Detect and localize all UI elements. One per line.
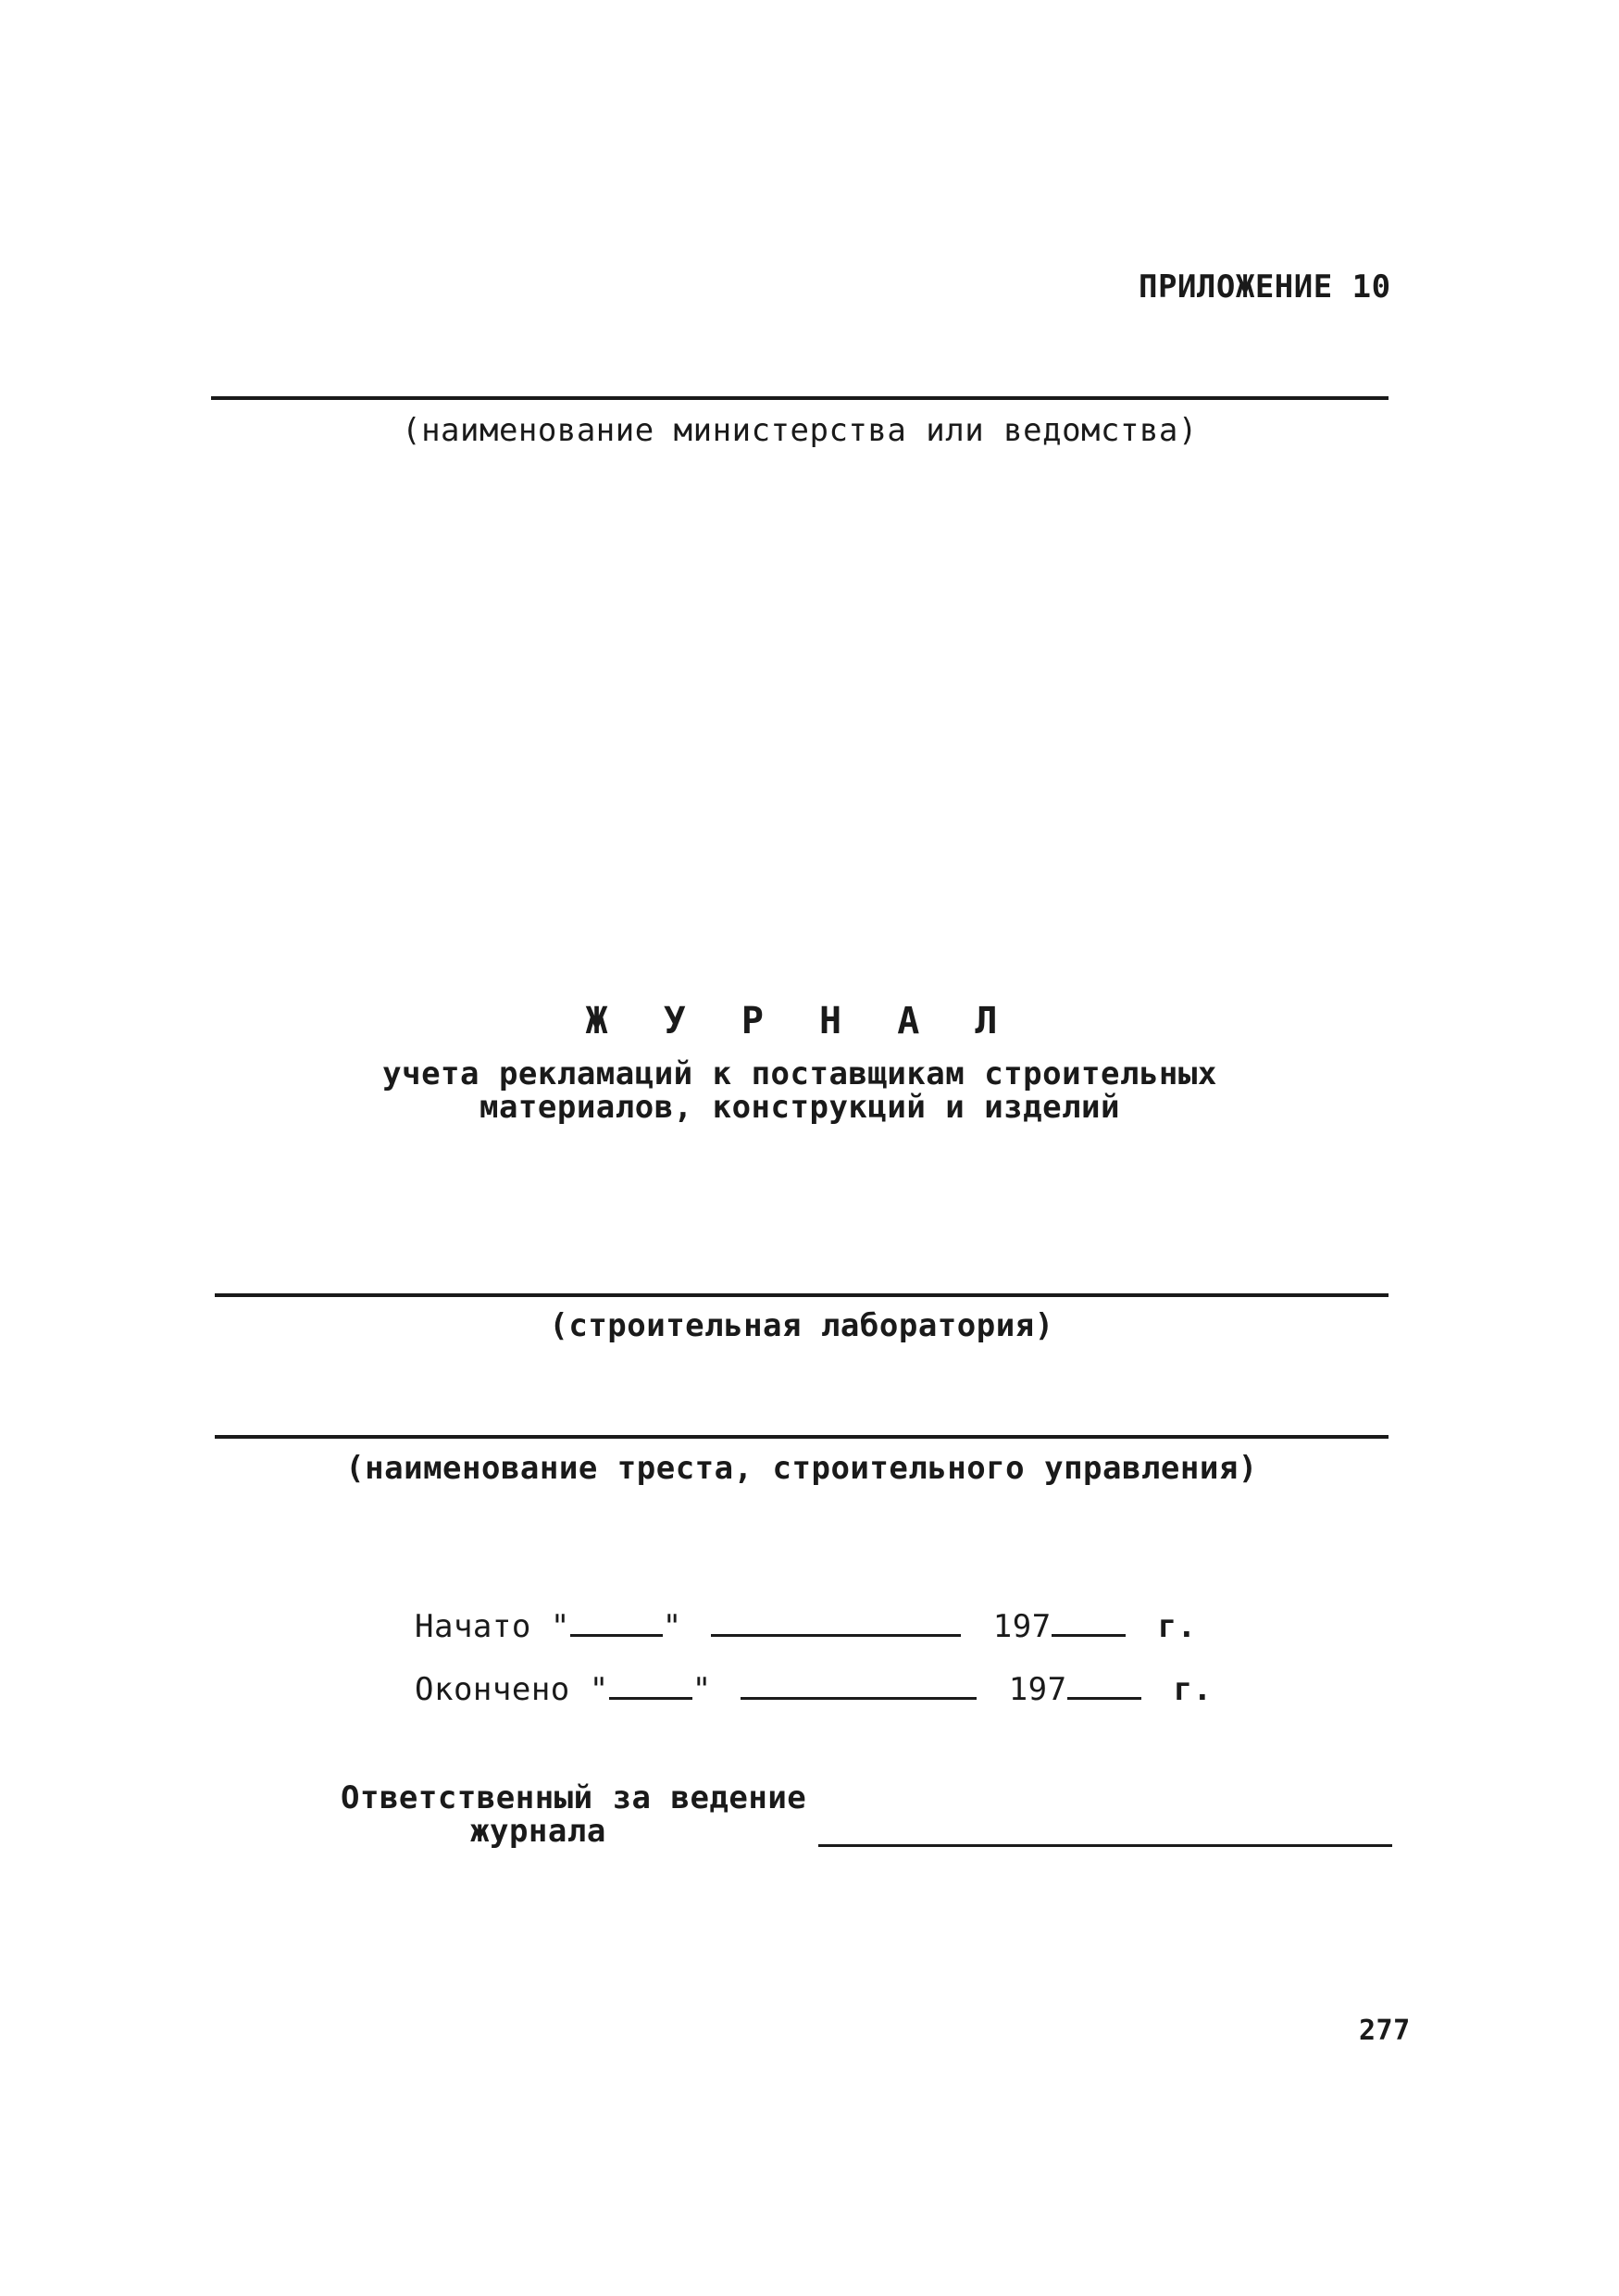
started-year-field[interactable] [1052,1606,1126,1637]
finished-year-suffix: г. [1173,1671,1213,1708]
lab-line [215,1293,1389,1297]
trust-caption: (наименование треста, строительного управления) [345,1450,1258,1487]
started-year-prefix: 197 [992,1608,1052,1645]
started-row [415,1606,1197,1645]
finished-month-field[interactable] [741,1669,977,1700]
trust-line [215,1435,1389,1439]
page-number: 277 [1359,2015,1411,2047]
journal-subtitle-line2: материалов, конструкций и изделий [479,1089,1120,1126]
finished-close-quote: " [691,1671,712,1708]
journal-title: Ж У Р Н А Л [585,1000,1015,1042]
finished-row [415,1669,1213,1708]
ministry-line [211,396,1389,400]
finished-open-quote: " [589,1671,609,1708]
started-open-quote: " [550,1608,570,1645]
started-year-suffix: г. [1157,1608,1197,1645]
responsible-line1: Ответственный за ведение [341,1779,807,1816]
finished-year-prefix: 197 [1008,1671,1067,1708]
lab-caption: (строительная лаборатория) [549,1307,1054,1344]
started-day-field[interactable] [570,1606,663,1637]
started-month-field[interactable] [711,1606,961,1637]
responsible-line2: журнала [470,1813,606,1850]
journal-subtitle-line1: учета рекламаций к поставщикам строительных [382,1055,1217,1092]
started-label: Начато [415,1608,531,1645]
finished-day-field[interactable] [609,1669,692,1700]
appendix-label: ПРИЛОЖЕНИЕ 10 [1139,268,1391,306]
started-close-quote: " [662,1608,682,1645]
finished-year-field[interactable] [1067,1669,1141,1700]
responsible-signature-line[interactable] [818,1844,1392,1847]
ministry-caption: (наименование министерства или ведомства) [402,412,1198,449]
finished-label: Окончено [415,1671,570,1708]
